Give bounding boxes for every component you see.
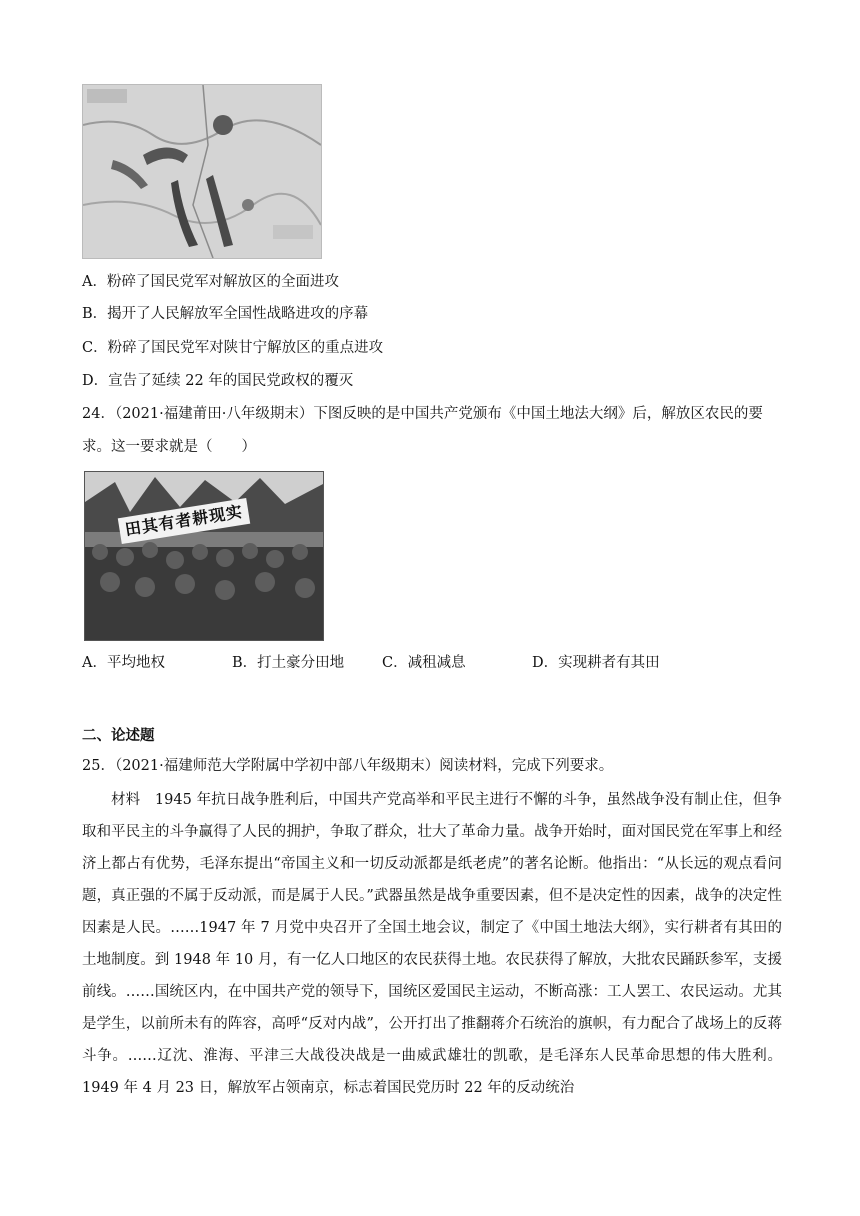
q23-option-d: D．宣告了延续 22 年的国民党政权的覆灭: [82, 373, 354, 389]
section-title: 二、论述题: [82, 727, 155, 744]
q24-stem-line2: 求。这一要求就是（ ）: [82, 439, 256, 455]
q23-option-b: B．揭开了人民解放军全国性战略进攻的序幕: [82, 306, 369, 322]
military-map-image: [82, 84, 322, 259]
q24-option-b: B．打土豪分田地: [232, 655, 345, 671]
q23-option-c: C．粉碎了国民党军对陕甘宁解放区的重点进攻: [82, 340, 384, 356]
q24-option-d: D．实现耕者有其田: [532, 655, 660, 671]
farmers-rally-photo: [84, 471, 324, 641]
q23-option-a: A．粉碎了国民党军对解放区的全面进攻: [82, 274, 339, 290]
photo-banner-text: 田其有者耕现实: [118, 498, 250, 544]
q24-option-a: A．平均地权: [82, 655, 165, 671]
map-graphic: [83, 85, 321, 258]
q24-option-c: C．减租减息: [382, 655, 466, 671]
q24-stem-line1: 24．（2021·福建莆田·八年级期末）下图反映的是中国共产党颁布《中国土地法大纲》后，解放区农民的要: [82, 406, 763, 422]
q25-stem: 25．（2021·福建师范大学附属中学初中部八年级期末）阅读材料，完成下列要求。: [82, 758, 614, 774]
photo-graphic: [85, 472, 323, 640]
q25-material-paragraph: 材料 1945 年抗日战争胜利后，中国共产党高举和平民主进行不懈的斗争，虽然战争没有制止住，但争取和平民主的斗争赢得了人民的拥护，争取了群众，壮大了革命力量。战争开始时，面对国民党在军事上和经济上都占有优势，毛泽东提出“帝国主义和一切反动派都是纸老虎”的著名论断。他指出：“从长远的观点看问题，真正强的不属于反动派，而是属于人民。”武器虽然是战争重要因素，但不是决定性的因素，战争的决定性因素是人民。……1947 年 7 月党中央召开了全国土地会议，制定了《中国土地法大纲》，实行耕者有其田的土地制度。到 1948 年 10 月，有一亿人口地区的农民获得土地。农民获得了解放，大批农民踊跃参军，支援前线。……国统区内，在中国共产党的领导下，国统区爱国民主运动，不断高涨：工人罢工、农民运动。尤其是学生，以前所未有的阵容，高呼“反对内战”，公开打出了推翻蒋介石统治的旗帜，有力配合了战场上的反蒋斗争。……辽沈、淮海、平津三大战役决战是一曲威武雄壮的凯歌，是毛泽东人民革命思想的伟大胜利。1949 年 4 月 23 日，解放军占领南京，标志着国民党历时 22 年的反动统治: [82, 792, 782, 1096]
